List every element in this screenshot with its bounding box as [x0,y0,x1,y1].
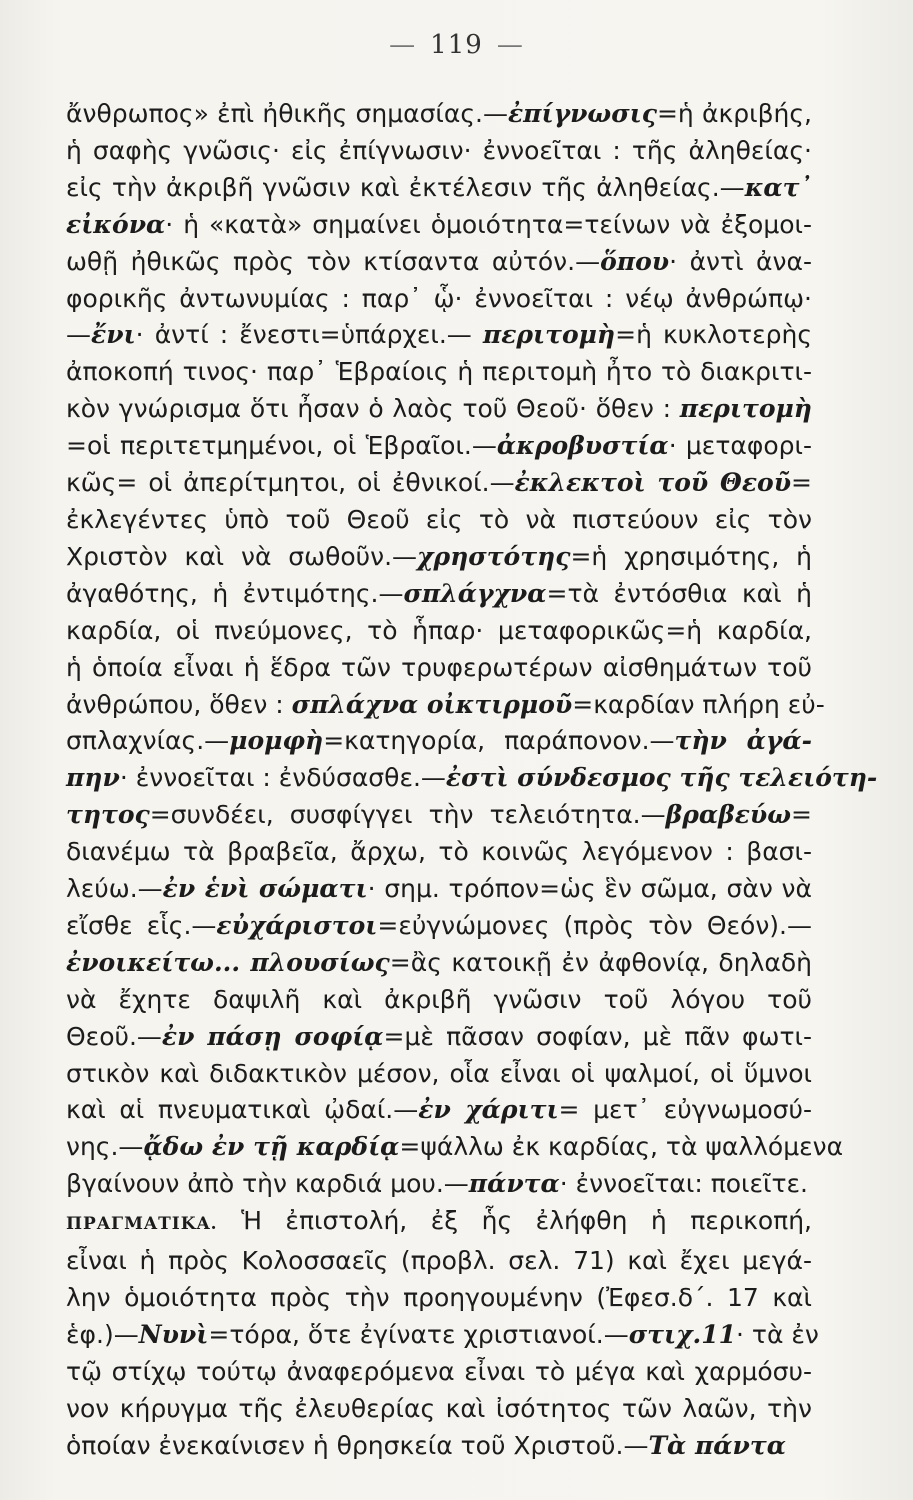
text-run: =οἱ περιτετμημένοι, οἱ Ἑβραῖοι.— [66,431,497,461]
text-line [66,1056,812,1093]
text-line [66,908,812,945]
text-line [66,1354,812,1391]
text-line [66,317,812,354]
text-run: ἀποκοπή τινος· παρ᾿ Ἑβραίοις ἡ περιτομὴ ἦτο τὸ διακριτι- [66,357,812,387]
text-line [66,1317,819,1354]
text-run: ἑφ.)— [66,1319,139,1349]
text-run: =τόρα, ὅτε ἐγίνατε χριστιανοί.— [208,1319,629,1349]
text-run: κὸν γνώρισμα ὅτι ἦσαν ὁ λαὸς τοῦ Θεοῦ· ὅθεν : [66,394,680,424]
glossed-term: εὐχάριστοι [216,910,378,940]
text-line [66,687,825,724]
text-line [66,1019,812,1056]
text-line [66,354,812,391]
text-run: νης.— [66,1132,144,1162]
text-line [66,465,812,502]
glossed-term: κατ᾿ [744,172,812,202]
text-line [66,1280,812,1317]
text-line [66,170,812,207]
glossed-term: ἀκροβυστία [496,431,669,461]
text-run: · ἐννοεῖται : ἐνδύσασθε.— [119,763,446,793]
text-run: ἀγαθότης, ἡ ἐντιμότης.— [66,578,404,608]
text-line [66,834,812,871]
text-run: =ἡ κυκλοτερὴς [615,320,812,350]
glossed-term: πάντα [468,1169,560,1199]
text-run: · σημ. τρόπον=ὡς ἓν σῶμα, σὰν νὰ [367,874,812,904]
text-line [66,502,812,539]
text-run: · ἀντὶ ἀνα- [669,246,813,276]
text-run: νὰ ἔχητε δαψιλῆ καὶ ἀκριβῆ γνῶσιν τοῦ λόγου τοῦ [66,984,812,1014]
text-line [66,797,812,834]
text-line [66,1166,812,1203]
text-line [66,133,812,170]
text-line [66,391,812,428]
text-line [66,281,812,318]
text-run: καὶ αἱ πνευματικαὶ ᾠδαί.— [66,1095,419,1125]
text-line [66,1428,812,1465]
text-run: διανέμω τὰ βραβεῖα, ἄρχω, τὸ κοινῶς λεγόμενον : βασι- [66,837,812,867]
text-line [66,760,878,797]
text-line [66,428,812,465]
text-run: ἡ ὁποία εἶναι ἡ ἕδρα τῶν τρυφερωτέρων αἰσθημάτων τοῦ [66,652,812,682]
text-run: · ἐννοεῖται: ποιεῖτε. [559,1169,809,1199]
text-run: · ἀντί : ἔνεστι=ὑπάρχει.— [135,320,483,350]
page-body-text [66,96,878,1465]
text-line [66,650,812,687]
glossed-term: σπλάγχνα [403,578,547,608]
glossed-term: ἐκλεκτοὶ τοῦ Θεοῦ [514,468,792,498]
text-line [66,96,812,133]
glossed-term: τητος [66,800,150,830]
text-line [66,723,812,760]
glossed-term: περιτομὴ [482,320,616,350]
text-line [66,1092,812,1129]
glossed-term: εἰκόνα [66,209,166,239]
text-line [66,244,812,281]
text-run: εἶναι ἡ πρὸς Κολοσσαεῖς (προβλ. σελ. 71) καὶ ἔχει μεγά- [66,1246,812,1276]
text-run: τῷ στίχῳ τούτῳ ἀναφερόμενα εἶναι τὸ μέγα καὶ χαρμόσυ- [66,1356,812,1386]
glossed-term: ἐστὶ σύνδεσμος τῆς τελειότη- [445,763,878,793]
glossed-term: σπλάχνα οἰκτιρμοῦ [291,689,573,719]
text-run: =μὲ πᾶσαν σοφίαν, μὲ πᾶν φωτι- [383,1021,812,1051]
page-number: 119 [430,30,483,60]
text-line [66,1391,812,1428]
text-run: =συνδέει, συσφίγγει τὴν τελειότητα.— [149,800,666,830]
text-line [66,945,812,982]
text-line [66,871,812,908]
header-dash-left: — [389,30,417,60]
glossed-term: ὅπου [600,246,670,276]
text-run: Θεοῦ.— [66,1021,162,1051]
section-heading: ΠΡΑΓΜΑΤΙΚΑ. [66,1214,218,1235]
text-run: · τὰ ἐν [736,1319,819,1349]
text-run: =ψάλλω ἐκ καρδίας, τὰ ψαλλόμενα [399,1132,844,1162]
glossed-term: πην [66,763,120,793]
text-run: =καρδίαν πλήρη εὐ- [572,689,825,719]
text-run: Ἡ ἐπιστολή, ἐξ ἧς ἐλήφθη ἡ περικοπή, [217,1206,812,1236]
text-run: σπλαχνίας.— [66,726,230,756]
text-run: καρδία, οἱ πνεύμονες, τὸ ἧπαρ· μεταφορικῶς=ἡ καρδία, [66,615,812,645]
text-run: λεύω.— [66,874,163,904]
glossed-term: ἐνοικείτω... πλουσίως [66,947,390,977]
glossed-term: ἔνι [91,320,136,350]
text-line [66,576,812,613]
text-run: ἄνθρωπος» ἐπὶ ἠθικῆς σημασίας.— [66,99,508,128]
text-run: βγαίνουν ἀπὸ τὴν καρδιά μου.— [66,1169,469,1199]
text-run: λην ὁμοιότητα πρὸς τὴν προηγουμένην (Ἐφεσ.δ΄. 17 καὶ [66,1283,812,1312]
text-line [66,207,812,244]
glossed-term: τὴν ἀγά- [674,726,812,756]
text-run: =ἂς κατοικῇ ἐν ἀφθονίᾳ, δηλαδὴ [389,947,812,977]
text-run: =κατηγορία, παράπονον.— [323,726,675,756]
text-run: · μεταφορι- [668,431,812,461]
text-run: — [66,320,91,350]
text-run: = [791,468,812,498]
text-run: ὁποίαν ἐνεκαίνισεν ἡ θρησκεία τοῦ Χριστοῦ.— [66,1430,649,1460]
text-run: νον κήρυγμα τῆς ἐλευθερίας καὶ ἰσότητος τῶν λαῶν, τὴν [66,1393,812,1423]
glossed-term: ἐν χάριτι [418,1095,559,1125]
text-line [66,1243,812,1280]
glossed-term: ᾄδω ἐν τῇ καρδίᾳ [143,1132,400,1162]
glossed-term: στιχ.11 [628,1319,737,1349]
text-line [66,982,812,1019]
glossed-term: ἐπίγνωσις [507,99,657,128]
glossed-term: Τὰ πάντα [648,1430,786,1460]
text-run: · ἡ «κατὰ» σημαίνει ὁμοιότητα=τείνων νὰ ἐξομοι- [165,209,812,239]
text-run: ωθῇ ἠθικῶς πρὸς τὸν κτίσαντα αὐτόν.— [66,246,601,276]
text-run: =ἡ χρησιμότης, ἡ [570,541,812,571]
text-run: =εὐγνώμονες (πρὸς τὸν Θεόν).— [377,910,812,940]
glossed-term: χρηστότης [417,541,571,571]
text-run: Χριστὸν καὶ νὰ σωθοῦν.— [66,541,418,571]
text-line [66,613,812,650]
text-run: εἴσθε εἷς.— [66,910,217,940]
glossed-term: ἐν πάσῃ σοφίᾳ [161,1021,384,1051]
text-run: φορικῆς ἀντωνυμίας : παρ᾿ ᾧ· ἐννοεῖται : νέῳ ἀνθρώπῳ· [66,283,812,313]
glossed-term: μομφὴ [229,726,324,756]
text-line [66,539,812,576]
text-run: ἡ σαφὴς γνῶσις· εἰς ἐπίγνωσιν· ἐννοεῖται : τῆς ἀληθείας· [66,135,812,165]
text-run: εἰς τὴν ἀκριβῆ γνῶσιν καὶ ἐκτέλεσιν τῆς ἀληθείας.— [66,172,745,202]
text-run: =τὰ ἐντόσθια καὶ ἡ [546,578,812,608]
text-run: ἀνθρώπου, ὅθεν : [66,689,292,719]
text-run: στικὸν καὶ διδακτικὸν μέσον, οἷα εἶναι οἱ ψαλμοί, οἱ ὕμνοι [66,1058,812,1088]
glossed-term: Νυνὶ [138,1319,209,1349]
text-line [66,1129,844,1166]
header-dash-right: — [496,30,524,60]
page-header [0,30,913,60]
glossed-term: περιτομὴ [679,394,812,424]
glossed-term: βραβεύω [665,800,792,830]
text-run: =ἡ ἀκριβής, [656,99,812,128]
glossed-term: ἐν ἑνὶ σώματι [162,874,368,904]
text-line [66,1203,812,1243]
text-run: ἐκλεγέντες ὑπὸ τοῦ Θεοῦ εἰς τὸ νὰ πιστεύουν εἰς τὸν [66,504,812,534]
text-run: = μετ᾿ εὐγνωμοσύ- [558,1095,812,1125]
text-run: = [791,800,812,830]
text-run: κῶς= οἱ ἀπερίτμητοι, οἱ ἐθνικοί.— [66,468,515,498]
